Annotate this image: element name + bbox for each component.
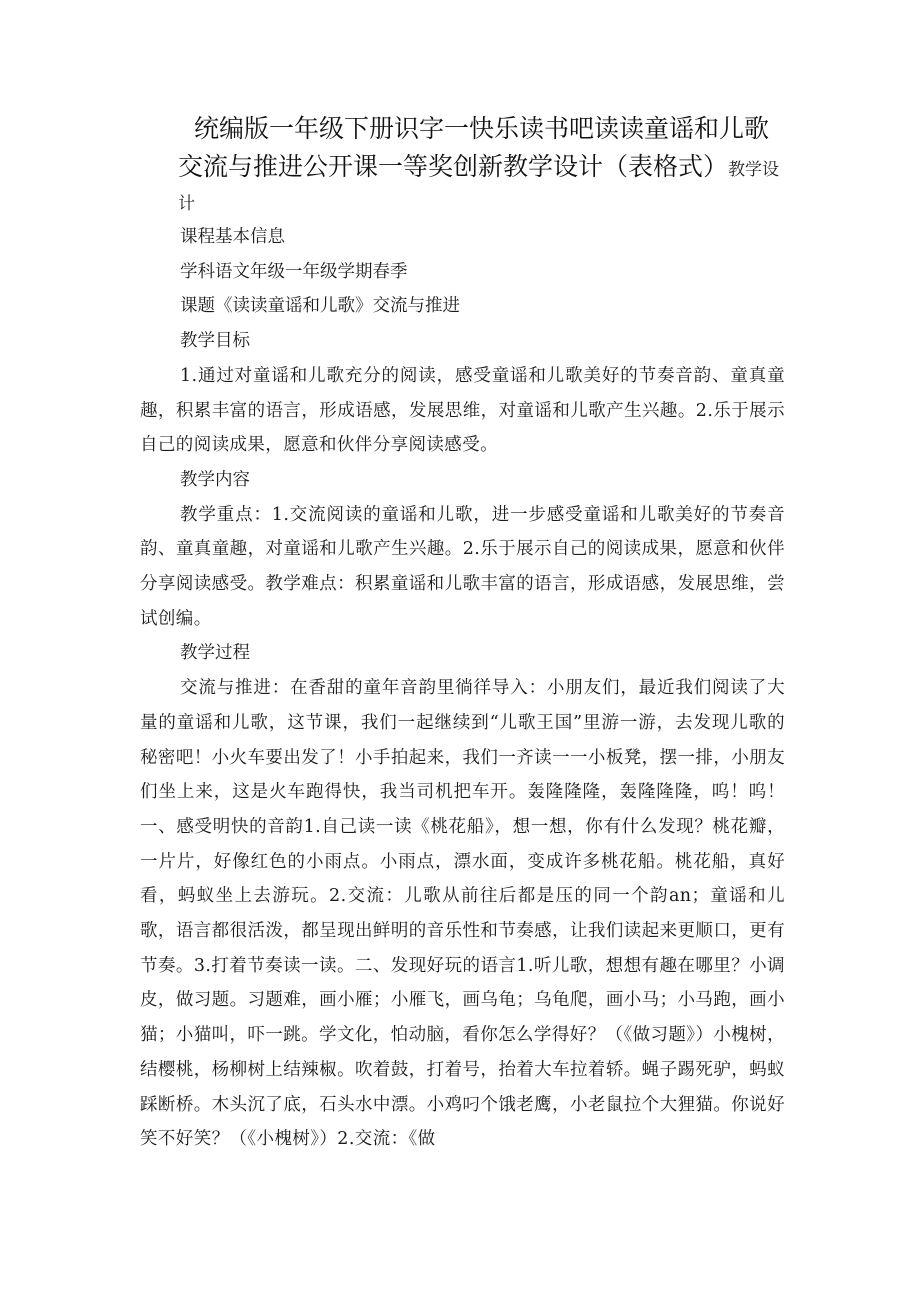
- title-line-2-tail: 教学设: [728, 160, 780, 180]
- content-paragraph: 教学重点：1.交流阅读的童谣和儿歌，进一步感受童谣和儿歌美好的节奏音韵、童真童趣，对童谣和儿歌产生兴趣。2.乐于展示自己的阅读成果，愿意和伙伴分享阅读感受。教学难点：积累童谣和儿歌丰富的语言，形成语感，发展思维，尝试创编。: [140, 504, 785, 629]
- title-line-1: 统编版一年级下册识字一快乐读书吧读读童谣和儿歌: [194, 114, 770, 143]
- process-paragraph: 交流与推进：在香甜的童年音韵里徜徉导入：小朋友们，最近我们阅读了大量的童谣和儿歌，这节课，我们一起继续到“儿歌王国”里游一游，去发现儿歌的秘密吧！小火车要出发了！小手拍起来，我们一齐读一一小板凳，摆一排，小朋友们坐上来，这是火车跑得快，我当司机把车开。轰隆隆隆，轰隆隆隆，呜！呜！一、感受明快的音韵1.自己读一读《桃花船》，想一想，你有什么发现？桃花瓣，一片片，好像红色的小雨点。小雨点，漂水面，变成许多桃花船。桃花船，真好看，蚂蚁坐上去游玩。2.交流：儿歌从前往后都是压的同一个韵an；童谣和儿歌，语言都很活泼，都呈现出鲜明的音乐性和节奏感，让我们读起来更顺口，更有节奏。3.打着节奏读一读。二、发现好玩的语言1.听儿歌，想想有趣在哪里？小调皮，做习题。习题难，画小雁；小雁飞，画乌龟；乌龟爬，画小马；小马跑，画小猫；小猫叫，吓一跳。学文化，怕动脑，看你怎么学得好？（《做习题》）小槐树，结樱桃，杨柳树上结辣椒。吹着鼓，打着号，抬着大车拉着轿。蝇子踢死驴，蚂蚁踩断桥。木头沉了底，石头水中漂。小鸡叼个饿老鹰，小老鼠拉个大狸猫。你说好笑不好笑？（《小槐树》）2.交流：《做: [140, 678, 785, 1150]
- title-line-3: 计: [178, 194, 195, 214]
- topic-line: 课题《读读童谣和儿歌》交流与推进: [180, 296, 460, 317]
- document-body: [140, 220, 785, 1157]
- title-line-2: [178, 148, 798, 189]
- process-heading: 教学过程: [180, 643, 250, 664]
- title-line-2-main: 交流与推进公开课一等奖创新教学设计（表格式）: [178, 152, 729, 181]
- content-heading: 教学内容: [180, 469, 250, 490]
- document-title: [178, 110, 798, 219]
- course-info-heading: 课程基本信息: [180, 227, 285, 247]
- goals-heading: 教学目标: [180, 331, 250, 352]
- subject-line: 学科语文年级一年级学期春季: [180, 261, 408, 282]
- goals-paragraph: 1.通过对童谣和儿歌充分的阅读，感受童谣和儿歌美好的节奏音韵、童真童趣，积累丰富的语言，形成语感，发展思维，对童谣和儿歌产生兴趣。2.乐于展示自己的阅读成果，愿意和伙伴分享阅读感受。: [140, 365, 785, 456]
